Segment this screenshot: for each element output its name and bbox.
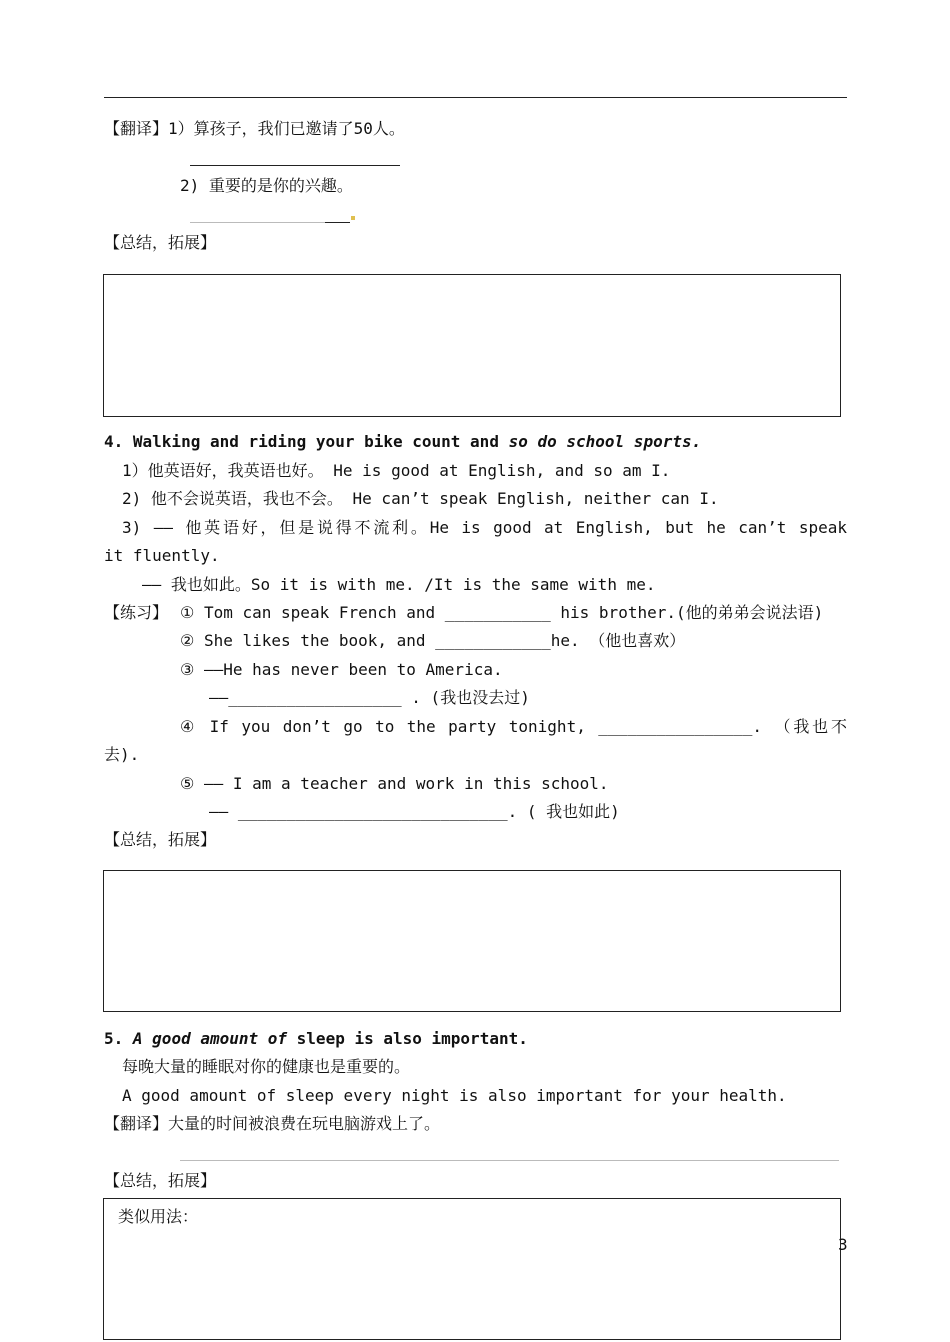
summary-label-1: 【总结，拓展】 [104,233,217,252]
answer-blank-2 [190,222,325,223]
section-5-heading-num: 5. [104,1029,133,1048]
section-5-heading [104,1028,528,1050]
translate-line-1: 【翻译】1）算孩子，我们已邀请了50人。 [104,119,405,138]
summary-box-2 [103,870,841,1012]
example-3-line-2: it fluently. [104,546,220,565]
translate-line-2: 2) 重要的是你的兴趣。 [180,176,353,195]
practice-4-line-2: 去). [104,745,140,764]
answer-blank-3 [180,1160,839,1161]
summary-box-1 [103,274,841,417]
practice-3-answer: ——__________________ . (我也没去过) [209,688,530,707]
practice-5-answer: —— ____________________________. ( 我也如此) [209,802,620,821]
similar-usage-label: 类似用法： [118,1207,199,1226]
practice-3-question: ③ ——He has never been to America. [180,660,503,679]
page-number: 3 [838,1235,848,1254]
answer-blank-1 [190,165,400,166]
top-rule [104,97,847,98]
example-3-line-1: 3) —— 他英语好，但是说得不流利。He is good at English, but he can’t speak [122,518,847,537]
example-1: 1）他英语好，我英语也好。 He is good at English, and so am I. [122,461,671,480]
example-2: 2) 他不会说英语，我也不会。 He can’t speak English, neither can I. [122,489,719,508]
section-4-heading-phrase: so do school sports. [508,432,702,451]
summary-box-3 [103,1198,841,1340]
section-5-heading-text: sleep is also important. [287,1029,528,1048]
practice-1: ① Tom can speak French and ___________ his brother.(他的弟弟会说法语) [180,603,824,622]
example-3-reply: —— 我也如此。So it is with me. /It is the same with me. [142,575,656,594]
answer-blank-2-end [325,222,350,223]
practice-2: ② She likes the book, and ____________he. （他也喜欢） [180,631,686,650]
section-5-heading-phrase: A good amount of [132,1029,288,1048]
summary-label-3: 【总结，拓展】 [104,1171,217,1190]
summary-label-2: 【总结，拓展】 [104,830,217,849]
yellow-mark [351,216,355,220]
practice-label: 【练习】 [104,603,169,622]
translate-line-3: 【翻译】大量的时间被浪费在玩电脑游戏上了。 [104,1114,441,1133]
section-4-heading [104,431,701,453]
section-4-heading-text: 4. Walking and riding your bike count and [104,432,509,451]
practice-4-line-1: ④ If you don’t go to the party tonight, ________________. （我也不 [180,717,847,736]
section-5-chinese: 每晚大量的睡眠对你的健康也是重要的。 [122,1057,411,1076]
section-5-english: A good amount of sleep every night is also important for your health. [122,1086,787,1105]
practice-5-question: ⑤ —— I am a teacher and work in this school. [180,774,609,793]
